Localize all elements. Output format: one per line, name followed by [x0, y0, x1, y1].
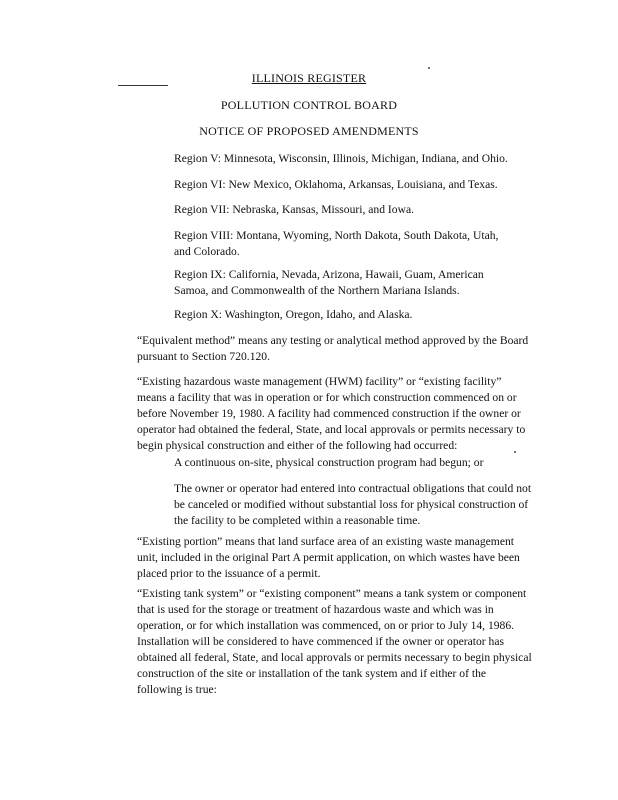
paragraph-line: A continuous on-site, physical construction program had begun; or [174, 456, 484, 469]
paragraph-line: “Existing tank system” or “existing component” means a tank system or component [137, 587, 527, 600]
notice-title: NOTICE OF PROPOSED AMENDMENTS [199, 124, 419, 138]
paragraph-line: construction of the site or installation of the tank system and if either of the [137, 667, 487, 680]
region-vi-line: Region VI: New Mexico, Oklahoma, Arkansas, Louisiana, and Texas. [174, 178, 498, 191]
paragraph-line: means a facility that was in operation or for which construction commenced on or [137, 391, 517, 404]
paragraph-line: “Existing hazardous waste management (HWM) facility” or “existing facility” [137, 375, 502, 388]
definition-existing-portion [137, 534, 520, 582]
existing-facility-condition-a [174, 455, 483, 471]
region-v-line: Region V: Minnesota, Wisconsin, Illinois, Michigan, Indiana, and Ohio. [174, 152, 508, 165]
board-title: POLLUTION CONTROL BOARD [220, 98, 398, 112]
region-ix-line: Region IX: California, Nevada, Arizona, Hawaii, Guam, American [174, 268, 484, 281]
paragraph-line: operation, or for which installation was commenced, on or prior to July 14, 1986. [137, 619, 515, 632]
region-ix-line: Samoa, and Commonwealth of the Northern Mariana Islands. [174, 284, 460, 297]
definition-equivalent-method [137, 333, 528, 365]
region-x [174, 307, 412, 323]
scan-speck [428, 67, 430, 69]
definition-existing-facility [137, 374, 525, 454]
paragraph-line: operator had obtained the federal, State, and local approvals or permits necessary to [137, 423, 526, 436]
paragraph-line: placed prior to the issuance of a permit. [137, 567, 321, 580]
paragraph-line: The owner or operator had entered into contractual obligations that could not [174, 482, 532, 495]
definition-existing-tank-system [137, 586, 532, 698]
paragraph-line: unit, included in the original Part A permit application, on which wastes have been [137, 551, 520, 564]
register-title: ILLINOIS REGISTER [251, 71, 367, 85]
paragraph-line: Installation will be considered to have commenced if the owner or operator has [137, 635, 505, 648]
region-vi [174, 177, 498, 193]
paragraph-line: pursuant to Section 720.120. [137, 350, 270, 363]
paragraph-line: obtained all federal, State, and local approvals or permits necessary to begin physical [137, 651, 532, 664]
paragraph-line: before November 19, 1980. A facility had commenced construction if the owner or [137, 407, 521, 420]
region-x-line: Region X: Washington, Oregon, Idaho, and Alaska. [174, 308, 413, 321]
region-viii-line: and Colorado. [174, 245, 240, 258]
paragraph-line: following is true: [137, 683, 217, 696]
paragraph-line: “Equivalent method” means any testing or analytical method approved by the Board [137, 334, 529, 347]
existing-facility-condition-b [174, 481, 531, 529]
paragraph-line: “Existing portion” means that land surface area of an existing waste management [137, 535, 514, 548]
paragraph-line: be canceled or modified without substantial loss for physical construction of [174, 498, 529, 511]
paragraph-line: the facility to be completed within a reasonable time. [174, 514, 421, 527]
region-viii-line: Region VIII: Montana, Wyoming, North Dakota, South Dakota, Utah, [174, 229, 499, 242]
paragraph-line: that is used for the storage or treatment of hazardous waste and which was in [137, 603, 494, 616]
region-ix [174, 267, 484, 299]
paragraph-line: begin physical construction and either of the following had occurred: [137, 439, 458, 452]
region-v [174, 151, 508, 167]
region-vii [174, 202, 414, 218]
region-viii [174, 228, 498, 260]
region-vii-line: Region VII: Nebraska, Kansas, Missouri, and Iowa. [174, 203, 414, 216]
